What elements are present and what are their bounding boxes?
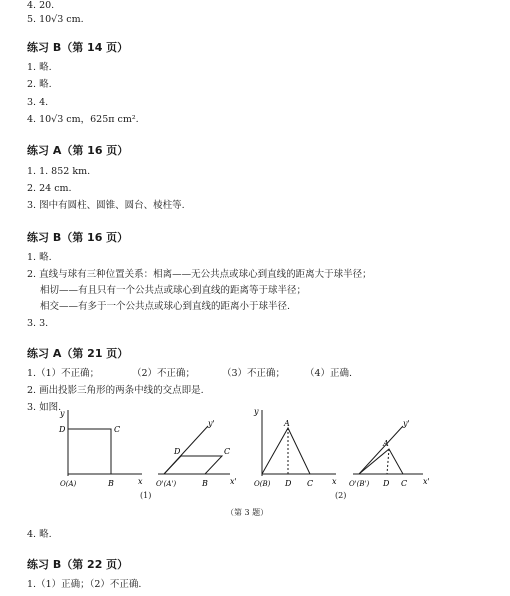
median-dashed [387,449,389,474]
figure-oblique-triangle [345,404,437,490]
section-heading: 练习 B（第 14 页） [27,41,129,54]
answer-line: 2. 24 cm. [27,183,72,194]
axis-label: y [254,407,259,416]
triangle-edges [262,428,310,474]
point-label: A [383,439,389,448]
section-heading: 练习 A（第 16 页） [27,144,129,157]
answer-line: 1.（1）正确；（2）不正确. [27,579,142,590]
answer-line: 3. 4. [27,97,49,108]
axis-label: x' [230,477,237,486]
answer-line: 2. 略. [27,79,52,90]
point-label: B [202,479,208,488]
figure-square [56,404,146,490]
answer-part: （2）不正确； [132,368,196,379]
figure-parallelogram [150,404,242,490]
answer-line: 1.（1）不正确； [27,368,100,379]
point-label: O'(B') [349,480,370,488]
axis-label: y' [208,419,215,428]
answer-line: 4. 略. [27,529,52,540]
answer-line: 3. 如图. [27,402,62,413]
answer-line: 5. 10√3 cm. [27,14,84,25]
section-heading: 练习 B（第 16 页） [27,231,129,244]
section-heading: 练习 B（第 22 页） [27,558,129,571]
triangle-edges [359,449,403,474]
point-label: C [224,447,231,456]
square-edges [68,429,111,474]
answer-line: 2. 直线与球有三种位置关系：相离——无公共点或球心到直线的距离大于球半径； [27,269,372,280]
answer-line: 1. 1. 852 km. [27,166,91,177]
section-heading: 练习 A（第 21 页） [27,347,129,360]
axis-label: x [332,477,337,486]
point-label: C [114,425,121,434]
axis-label: y [60,409,65,418]
axis-label: x' [423,477,430,486]
point-label: D [285,479,292,488]
point-label: B [108,479,114,488]
answer-line: 4. 20. [27,0,55,11]
point-label: O(B) [254,480,271,488]
answer-line: 相切——有且只有一个公共点或球心到直线的距离等于球半径； [40,285,307,296]
answer-part: （3）不正确； [222,368,286,379]
answer-line: 3. 3. [27,318,49,329]
point-label: D [174,447,181,456]
answer-line: 1. 略. [27,252,52,263]
answer-line: 相交——有多于一个公共点或球心到直线的距离小于球半径. [40,301,291,312]
point-label: O'(A') [156,480,177,488]
point-label: D [59,425,66,434]
point-label: O(A) [60,480,77,488]
answer-line: 1. 略. [27,62,52,73]
answer-line: 4. 10√3 cm，625π cm². [27,114,139,125]
answer-line: 3. 图中有圆柱、圆锥、圆台、棱柱等. [27,200,185,211]
point-label: D [383,479,390,488]
answer-line: 2. 画出投影三角形的两条中线的交点即是. [27,385,204,396]
answer-part: （4）正确. [305,368,353,379]
parallelogram-edges [164,456,222,474]
figure-label: (1) [140,491,152,500]
point-label: A [284,419,290,428]
point-label: C [401,479,408,488]
axis-label: y' [403,419,410,428]
y-axis [359,426,403,474]
point-label: C [307,479,314,488]
figure-caption: （第 3 题） [226,508,269,517]
figure-label: (2) [335,491,347,500]
axis-label: x [138,477,143,486]
figure-triangle [250,400,340,490]
